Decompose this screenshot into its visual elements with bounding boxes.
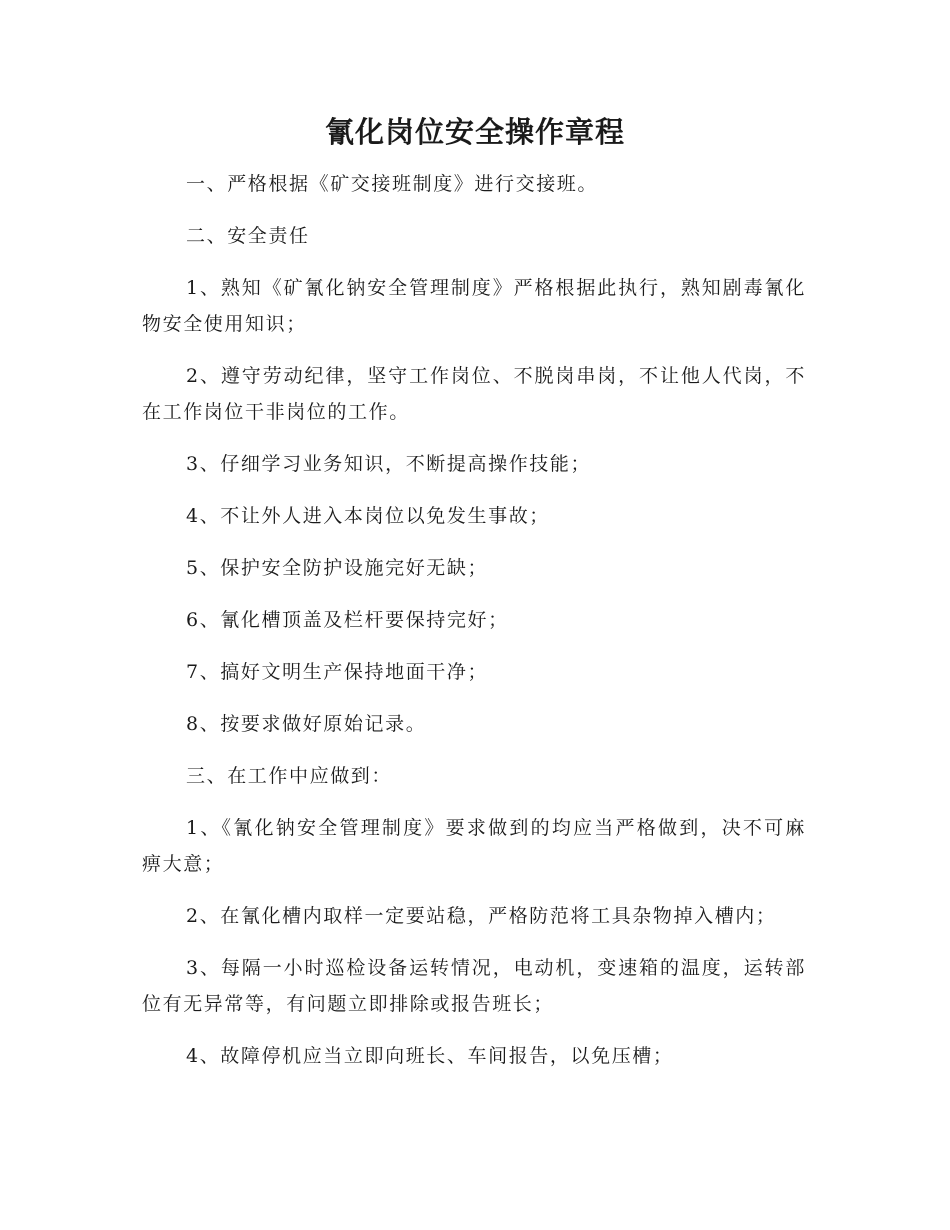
paragraph: 一、严格根据《矿交接班制度》进行交接班。 (186, 173, 599, 195)
paragraph: 3、每隔一小时巡检设备运转情况，电动机，变速箱的温度，运转部位有无异常等，有问题立即排除或报告班长； (142, 957, 806, 1015)
paragraph: 3、仔细学习业务知识，不断提高操作技能； (186, 453, 592, 475)
paragraph: 2、在氰化槽内取样一定要站稳，严格防范将工具杂物掉入槽内； (186, 905, 777, 927)
paragraph: 6、氰化槽顶盖及栏杆要保持完好； (186, 609, 509, 631)
paragraph: 1、熟知《矿氰化钠安全管理制度》严格根据此执行，熟知剧毒氰化物安全使用知识； (142, 277, 806, 335)
paragraph: 1、《氰化钠安全管理制度》要求做到的均应当严格做到，决不可麻痹大意； (142, 817, 806, 875)
paragraph: 4、故障停机应当立即向班长、车间报告，以免压槽； (186, 1045, 674, 1067)
document-body (142, 166, 806, 1090)
paragraph: 7、搞好文明生产保持地面干净； (186, 661, 489, 683)
paragraph: 5、保护安全防护设施完好无缺； (186, 557, 489, 579)
document-title: 氰化岗位安全操作章程 (324, 115, 625, 149)
paragraph: 2、遵守劳动纪律，坚守工作岗位、不脱岗串岗，不让他人代岗，不在工作岗位干非岗位的工作。 (142, 365, 806, 423)
section-heading: 三、在工作中应做到： (186, 765, 393, 787)
paragraph: 4、不让外人进入本岗位以免发生事故； (186, 505, 550, 527)
paragraph: 8、按要求做好原始记录。 (186, 713, 427, 735)
section-heading: 二、安全责任 (186, 225, 310, 247)
